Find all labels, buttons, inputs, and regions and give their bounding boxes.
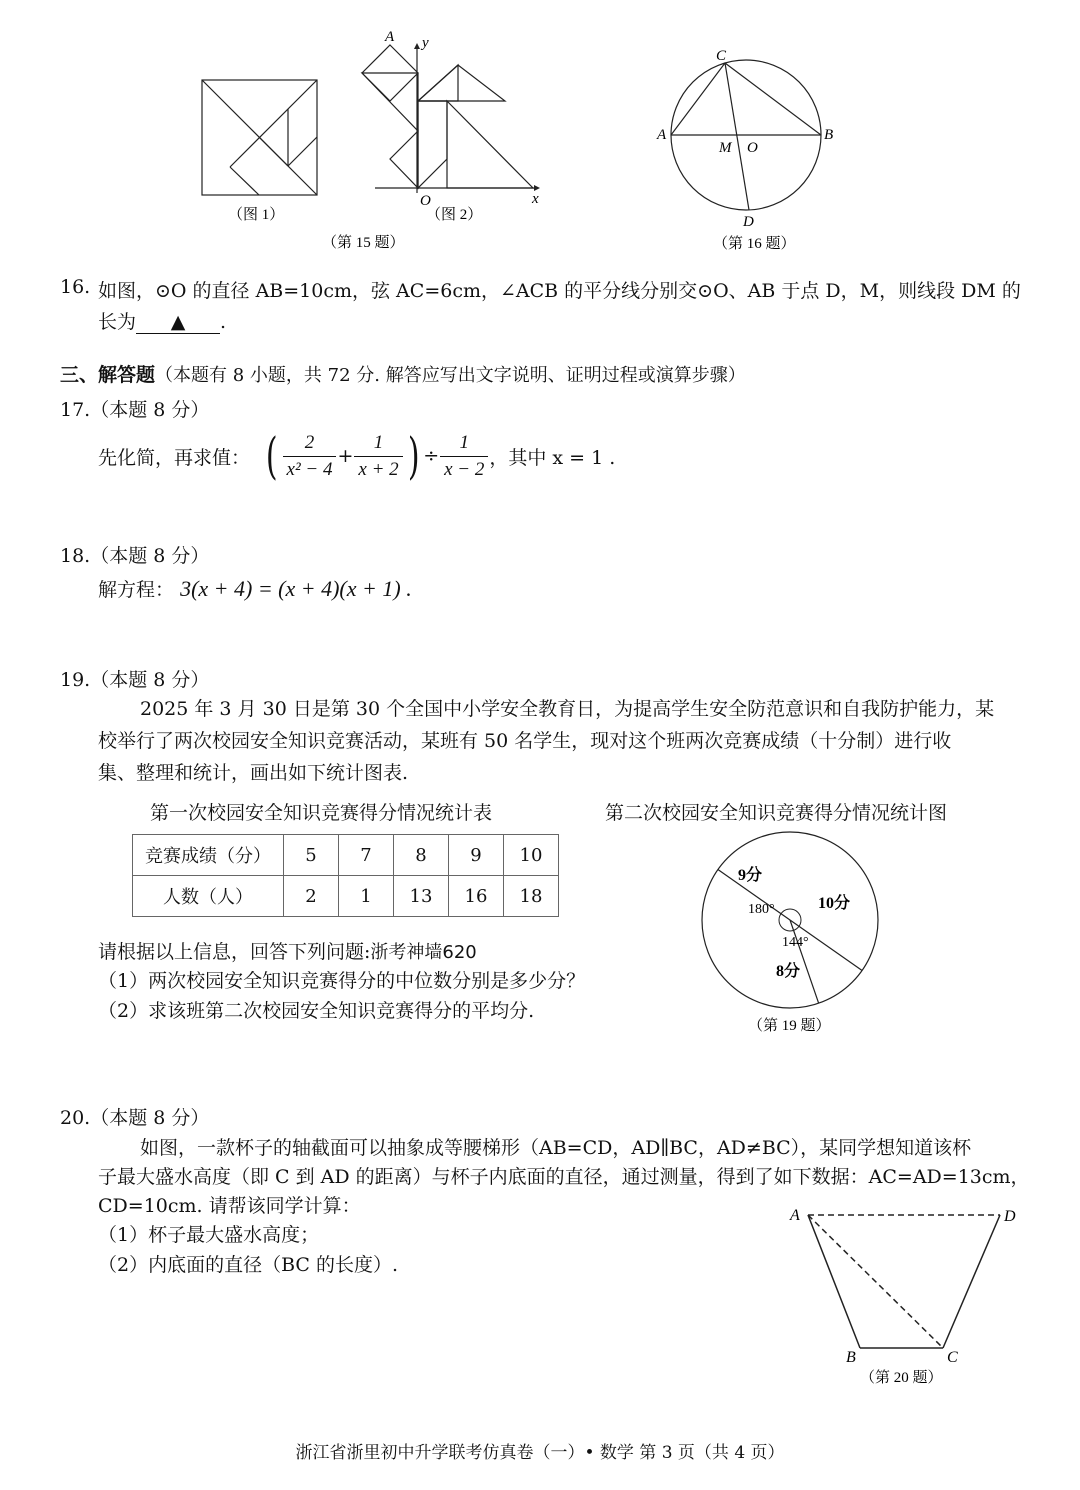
section3-title: 三、解答题 [60,364,156,386]
label-y-axis: y [422,35,429,51]
label-C: C [716,48,727,64]
fraction-1 [283,430,337,483]
f1-denominator: x² − 4 [286,458,333,480]
label-D: D [743,214,754,230]
q16-answer-blank[interactable] [136,311,220,334]
page-footer: 浙江省浙里初中升学联考仿真卷（一）• 数学 第 3 页（共 4 页） [295,1443,785,1463]
q17-number: 17. [60,399,91,421]
q17-points: （本题 8 分） [90,399,210,421]
f2-numerator: 1 [354,430,402,457]
section3-heading [60,360,746,387]
table-cell: 1 [339,876,394,917]
table-cell: 7 [339,835,394,876]
q19-ask: 请根据以上信息，回答下列问题: [98,941,371,963]
label-D: D [1004,1208,1016,1225]
q17-header [60,395,209,422]
label-O: O [747,140,758,156]
fraction-2 [354,430,402,483]
fig15-caption: （第 15 题） [322,235,405,251]
q19-header [60,665,209,692]
q19-sub-2: （2）求该班第二次校园安全知识竞赛得分的平均分. [98,1000,535,1022]
table-cell: 竞赛成绩（分） [133,835,284,876]
q20-para-2: 子最大盛水高度（即 C 到 AD 的距离）与杯子内底面的直径，通过测量，得到了如下数据：AC=AD=13cm， [98,1166,1030,1188]
pie-label-10: 10分 [818,895,851,912]
table-cell: 16 [449,876,504,917]
pie-slice-divider [790,920,819,1003]
table-cell: 8 [394,835,449,876]
f3-numerator: 1 [440,430,488,457]
fig2-label: （图 2） [426,207,483,223]
label-M: M [719,140,732,156]
table-cell: 人数（人） [133,876,284,917]
q16-text-end: . [220,311,227,333]
angle-144: 144° [782,935,809,950]
q20-number: 20. [60,1107,91,1129]
chart-title: 第二次校园安全知识竞赛得分情况统计图 [605,802,948,824]
table-cell: 13 [394,876,449,917]
f2-denominator: x + 2 [358,458,399,480]
q18-equation: 3(x + 4) = (x + 4)(x + 1) . [180,576,412,601]
q20-sub-2: （2）内底面的直径（BC 的长度）. [98,1254,399,1276]
label-O-origin: O [420,193,431,209]
q17-expression [98,424,615,488]
score-table [132,834,559,917]
q20-header [60,1103,209,1130]
table-cell: 18 [504,876,559,917]
q18-header [60,541,209,568]
q19-sub-1: （1）两次校园安全知识竞赛得分的中位数分别是多少分？ [98,970,586,992]
fig16-caption: （第 16 题） [713,236,796,252]
left-paren: ( [265,427,278,485]
divide-sign: ÷ [423,445,440,467]
f3-denominator: x − 2 [444,458,485,480]
q19-para-1: 2025 年 3 月 30 日是第 30 个全国中小学安全教育日，为提高学生安全防范意识和自我防护能力，某 [140,698,995,720]
q18-prompt: 解方程： [98,579,175,601]
q16-number: 16. [60,276,91,298]
fig19-caption: （第 19 题） [748,1018,831,1034]
q16-blank-mark: ▲ [170,311,186,333]
label-C: C [947,1349,958,1366]
pie-label-8: 8分 [776,963,801,980]
table-row [133,835,559,876]
q19-para-2: 校举行了两次校园安全知识竞赛活动，某班有 50 名学生，现对这个班两次竞赛成绩（十分制）进行收 [98,730,952,752]
right-paren: ) [407,427,420,485]
q19-points: （本题 8 分） [90,669,210,691]
q17-prompt: 先化简，再求值： [98,446,251,469]
f1-numerator: 2 [283,430,337,457]
label-A: A [790,1207,800,1224]
q20-points: （本题 8 分） [90,1107,210,1129]
q16-text: 如图，⊙O 的直径 AB=10cm，弦 AC=6cm，∠ACB 的平分线分别交⊙O、AB 于点 D，M，则线段 DM 的 [98,280,1021,302]
pie-label-9: 9分 [738,867,763,884]
watermark-text: 浙考神墙620 [370,942,477,963]
q18-number: 18. [60,545,91,567]
q18-equation-line [98,575,412,602]
q16-answer-line [98,307,226,334]
section3-note: （本题有 8 小题，共 72 分. 解答应写出文字说明、证明过程或演算步骤） [155,365,746,386]
tangram-figure [362,43,540,193]
q19-table-title: 第一次校园安全知识竞赛得分情况统计表 [150,802,493,824]
q19-ask-line [98,937,477,964]
label-A-fig2: A [385,29,395,45]
pie-chart [690,820,890,1040]
q20-para-3: CD=10cm. 请帮该同学计算： [98,1195,361,1217]
q19-para-3: 集、整理和统计，画出如下统计图表. [98,762,409,784]
figure-15 [190,25,560,255]
fig1-label: （图 1） [228,207,285,223]
fraction-3 [440,430,488,483]
q20-sub-1: （1）杯子最大盛水高度； [98,1224,320,1246]
figure-20 [780,1200,1030,1390]
table-row [133,876,559,917]
q20-para-1: 如图，一款杯子的轴截面可以抽象成等腰梯形（AB=CD，AD∥BC，AD≠BC），某同学想知道该杯 [140,1137,972,1159]
q17-tail: ，其中 x = 1 . [489,446,616,469]
label-x-axis: x [532,191,539,207]
q16-text-2: 长为 [98,311,137,333]
figure-16 [650,40,840,255]
label-B: B [846,1349,856,1366]
table-cell: 2 [284,876,339,917]
label-B: B [824,127,834,143]
q18-points: （本题 8 分） [90,545,210,567]
table-cell: 10 [504,835,559,876]
table-cell: 5 [284,835,339,876]
plus-sign: + [337,445,354,467]
tangram-square [202,80,317,195]
table-cell: 9 [449,835,504,876]
angle-180: 180° [748,902,775,917]
label-A: A [657,127,667,143]
fig20-caption: （第 20 题） [860,1370,943,1386]
q19-number: 19. [60,669,91,691]
